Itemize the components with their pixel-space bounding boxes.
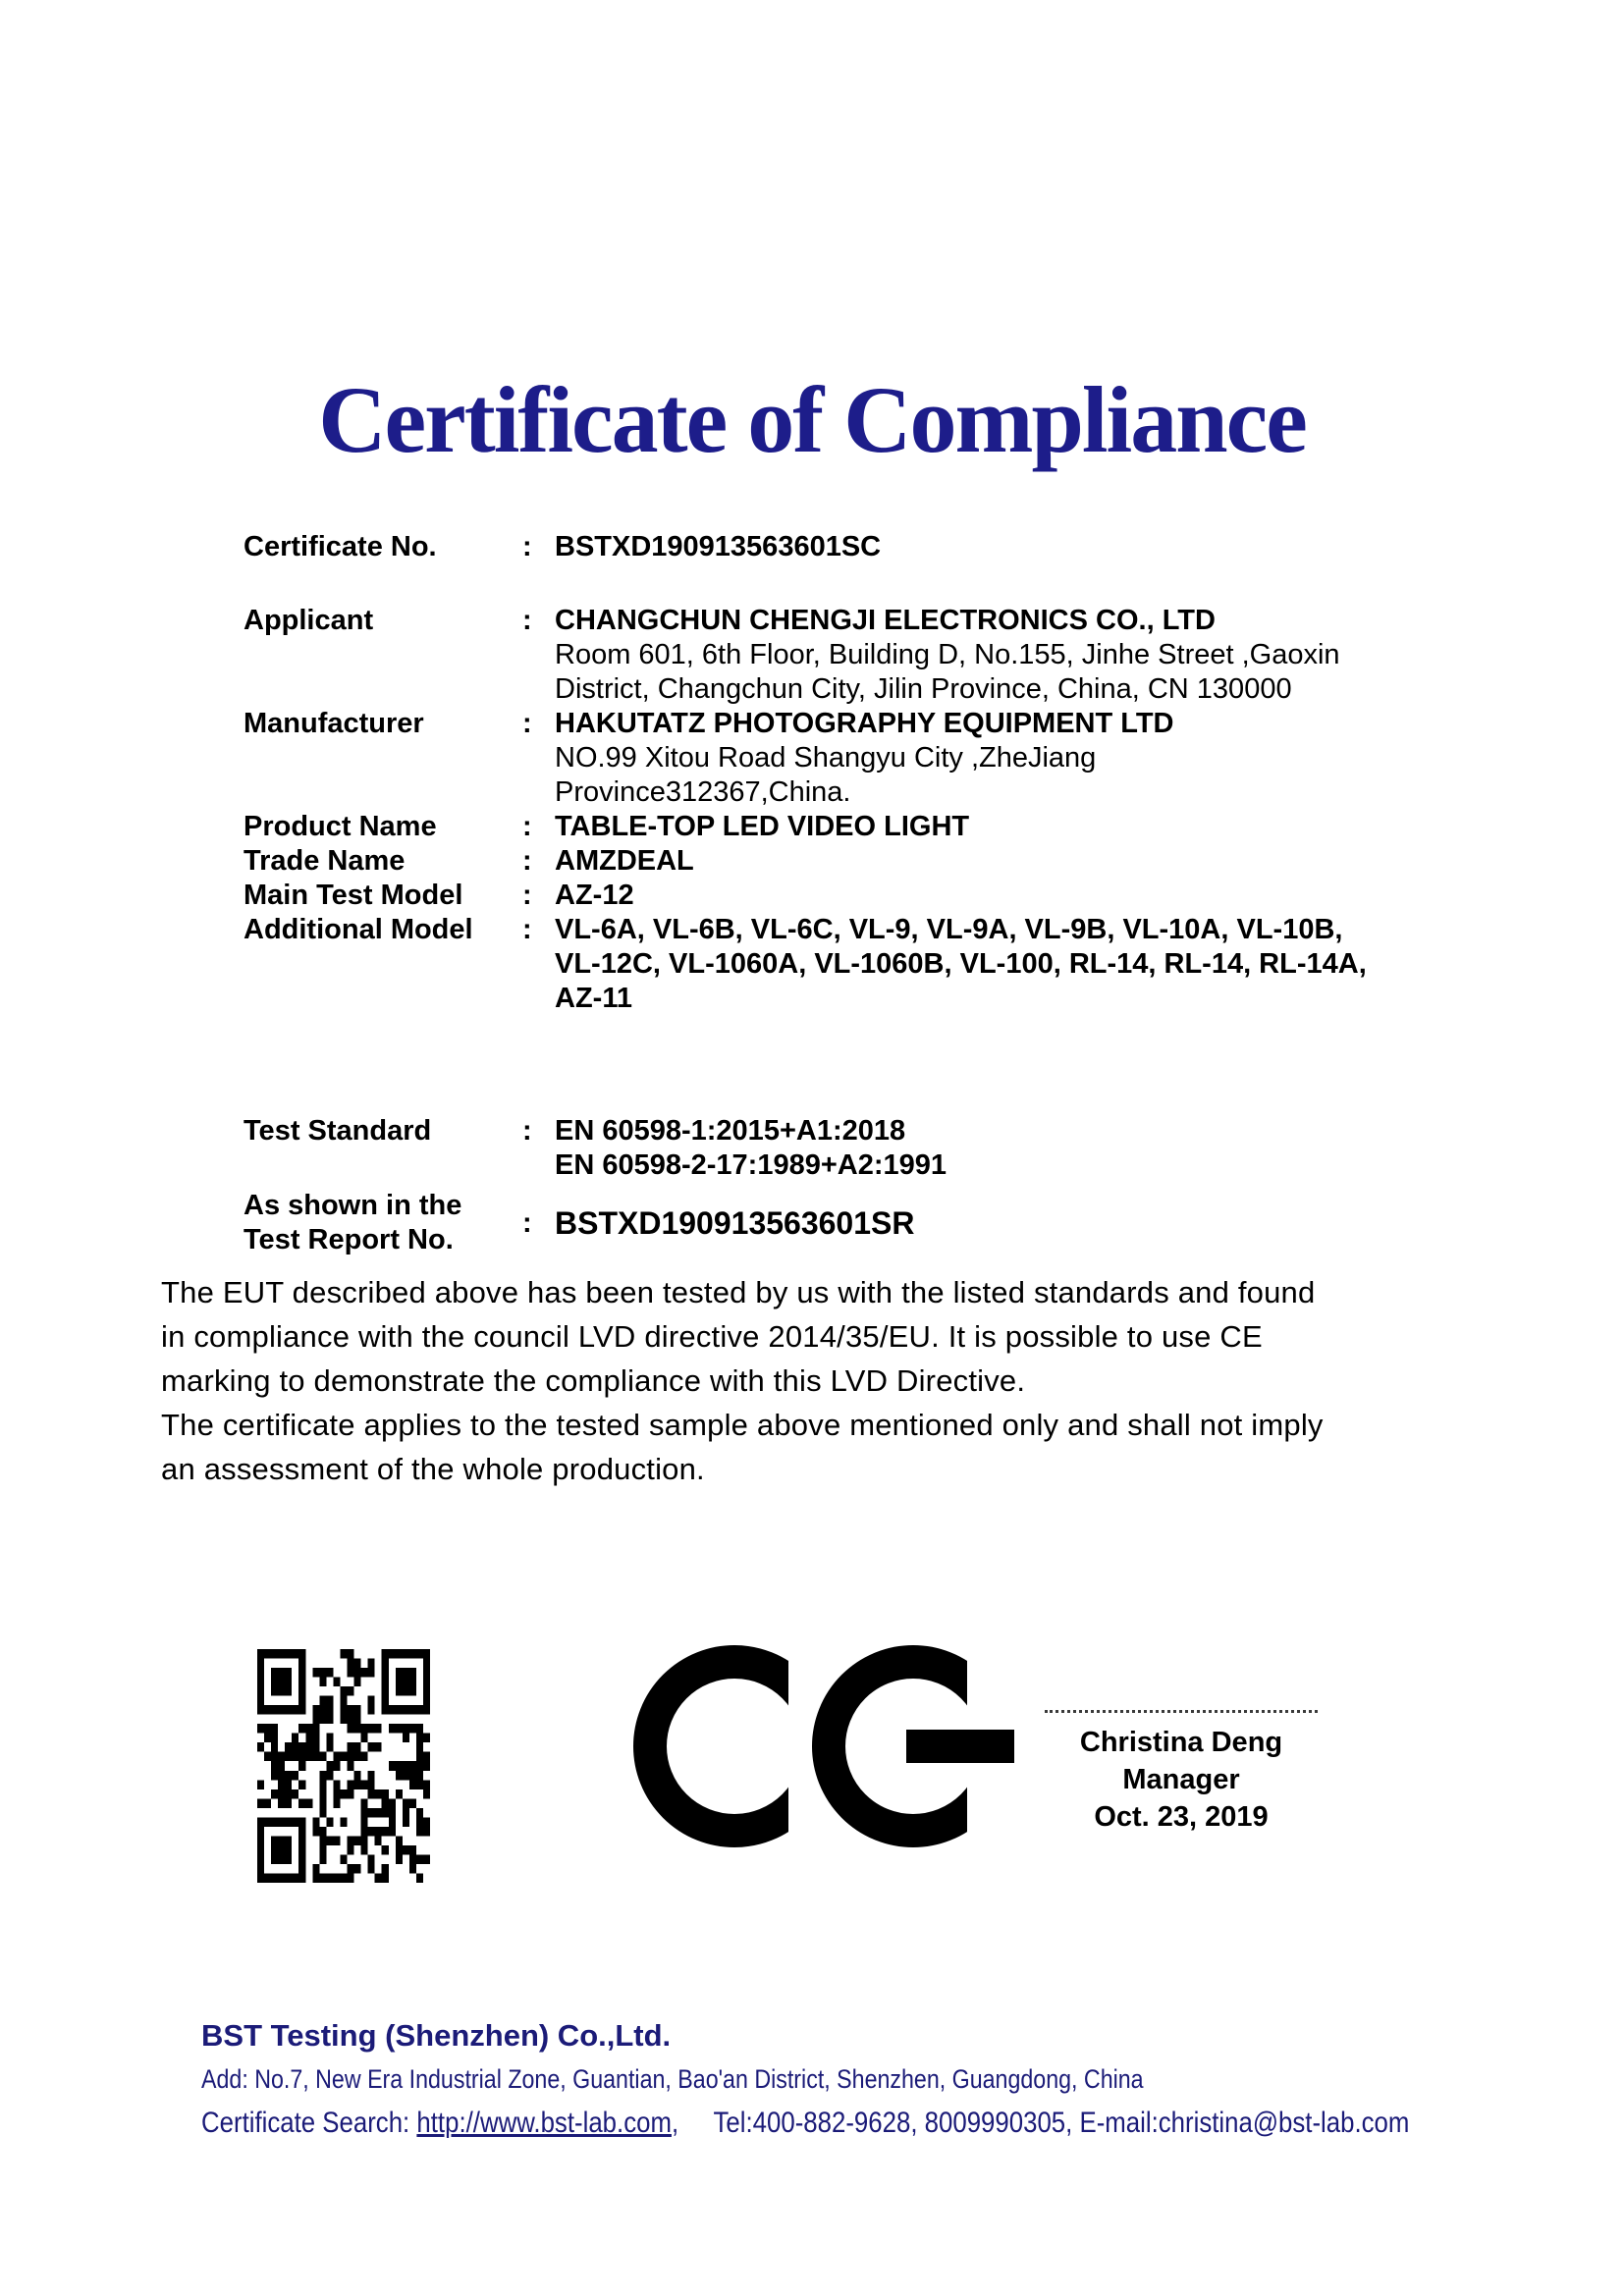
ce-mark [633,1645,972,1853]
field-value: AMZDEAL [555,845,694,877]
signer-role: Manager [1122,1764,1240,1795]
field-value-line: EN 60598-2-17:1989+A2:1991 [555,1149,947,1181]
field-label: Applicant [244,605,374,636]
ce-letter-e [812,1645,1014,1847]
lab-contact-info: Tel:400-882-9628, 8009990305, E-mail:christina@bst-lab.com [713,2107,1410,2139]
colon-separator: : [522,1206,532,1239]
signature-block [1019,1710,1343,1832]
lab-footer [201,2018,1606,2140]
certificate-fields [244,530,1481,1257]
field-label: Additional Model [244,914,473,945]
field-label: Certificate No. [244,531,437,562]
colon-separator: : [522,1115,532,1147]
page-title: Certificate of Compliance [318,367,1306,472]
field-value: HAKUTATZ PHOTOGRAPHY EQUIPMENT LTD [555,708,1174,739]
field-value: BSTXD190913563601SC [555,531,882,562]
colon-separator: : [522,531,532,562]
field-row-product-name [244,810,1481,844]
lab-address: Add: No.7, New Era Industrial Zone, Guantian, Bao'an District, Shenzhen, Guangdong, China [201,2064,1144,2094]
field-row-manufacturer [244,707,1481,810]
field-label-line: Test Report No. [244,1224,454,1255]
statement-paragraph [161,1270,1324,1491]
field-row-trade-name [244,844,1481,879]
statement-line: in compliance with the council LVD directive 2014/35/EU. It is possible to use CE [161,1319,1263,1354]
ce-letter-c [633,1645,836,1847]
field-value-line: NO.99 Xitou Road Shangyu City ,ZheJiang [555,742,1097,774]
field-value-line: Room 601, 6th Floor, Building D, No.155, Jinhe Street ,Gaoxin [555,639,1340,670]
field-label: Test Standard [244,1115,432,1147]
field-value: CHANGCHUN CHENGJI ELECTRONICS CO., LTD [555,605,1216,636]
link-trailing-comma: , [671,2107,679,2139]
certificate-search-line [201,2107,1409,2140]
colon-separator: : [522,914,532,945]
field-row-test-report-no [244,1189,1481,1257]
signature-date: Oct. 23, 2019 [1094,1801,1269,1833]
field-value-line: District, Changchun City, Jilin Province, China, CN 130000 [555,673,1292,705]
field-value: TABLE-TOP LED VIDEO LIGHT [555,811,970,842]
qr-code [257,1649,430,1883]
field-value-line: VL-12C, VL-1060A, VL-1060B, VL-100, RL-14, RL-14, RL-14A, [555,948,1367,980]
statement-line: The certificate applies to the tested sample above mentioned only and shall not imply [161,1408,1324,1442]
field-row-main-test-model [244,879,1481,913]
field-value: AZ-12 [555,880,634,911]
field-label: Product Name [244,811,437,842]
field-row-additional-model [244,913,1481,1016]
colon-separator: : [522,845,532,877]
field-label-line: As shown in the [244,1190,462,1221]
field-value: EN 60598-1:2015+A1:2018 [555,1115,906,1147]
field-row-certificate-no [244,530,1481,564]
certificate-search-link[interactable]: http://www.bst-lab.com [416,2107,672,2139]
statement-line: an assessment of the whole production. [161,1452,705,1486]
signature-dotted-line [1045,1710,1318,1713]
field-value: VL-6A, VL-6B, VL-6C, VL-9, VL-9A, VL-9B, VL-10A, VL-10B, [555,914,1343,945]
field-label: Manufacturer [244,708,424,739]
lab-company-name: BST Testing (Shenzhen) Co.,Ltd. [201,2018,672,2053]
signer-name: Christina Deng [1079,1727,1283,1758]
colon-separator: : [522,811,532,842]
field-value: BSTXD190913563601SR [555,1204,915,1241]
field-row-test-standard [244,1114,1481,1183]
statement-line: marking to demonstrate the compliance with this LVD Directive. [161,1363,1026,1398]
field-label: Trade Name [244,845,406,877]
colon-separator: : [522,708,532,739]
field-value-line: Province312367,China. [555,776,851,808]
field-label: Main Test Model [244,880,463,911]
colon-separator: : [522,880,532,911]
certificate-search-label: Certificate Search: [201,2107,410,2139]
colon-separator: : [522,605,532,636]
statement-line: The EUT described above has been tested by us with the listed standards and found [161,1275,1316,1309]
field-row-applicant [244,604,1481,707]
field-value-line: AZ-11 [555,983,632,1014]
